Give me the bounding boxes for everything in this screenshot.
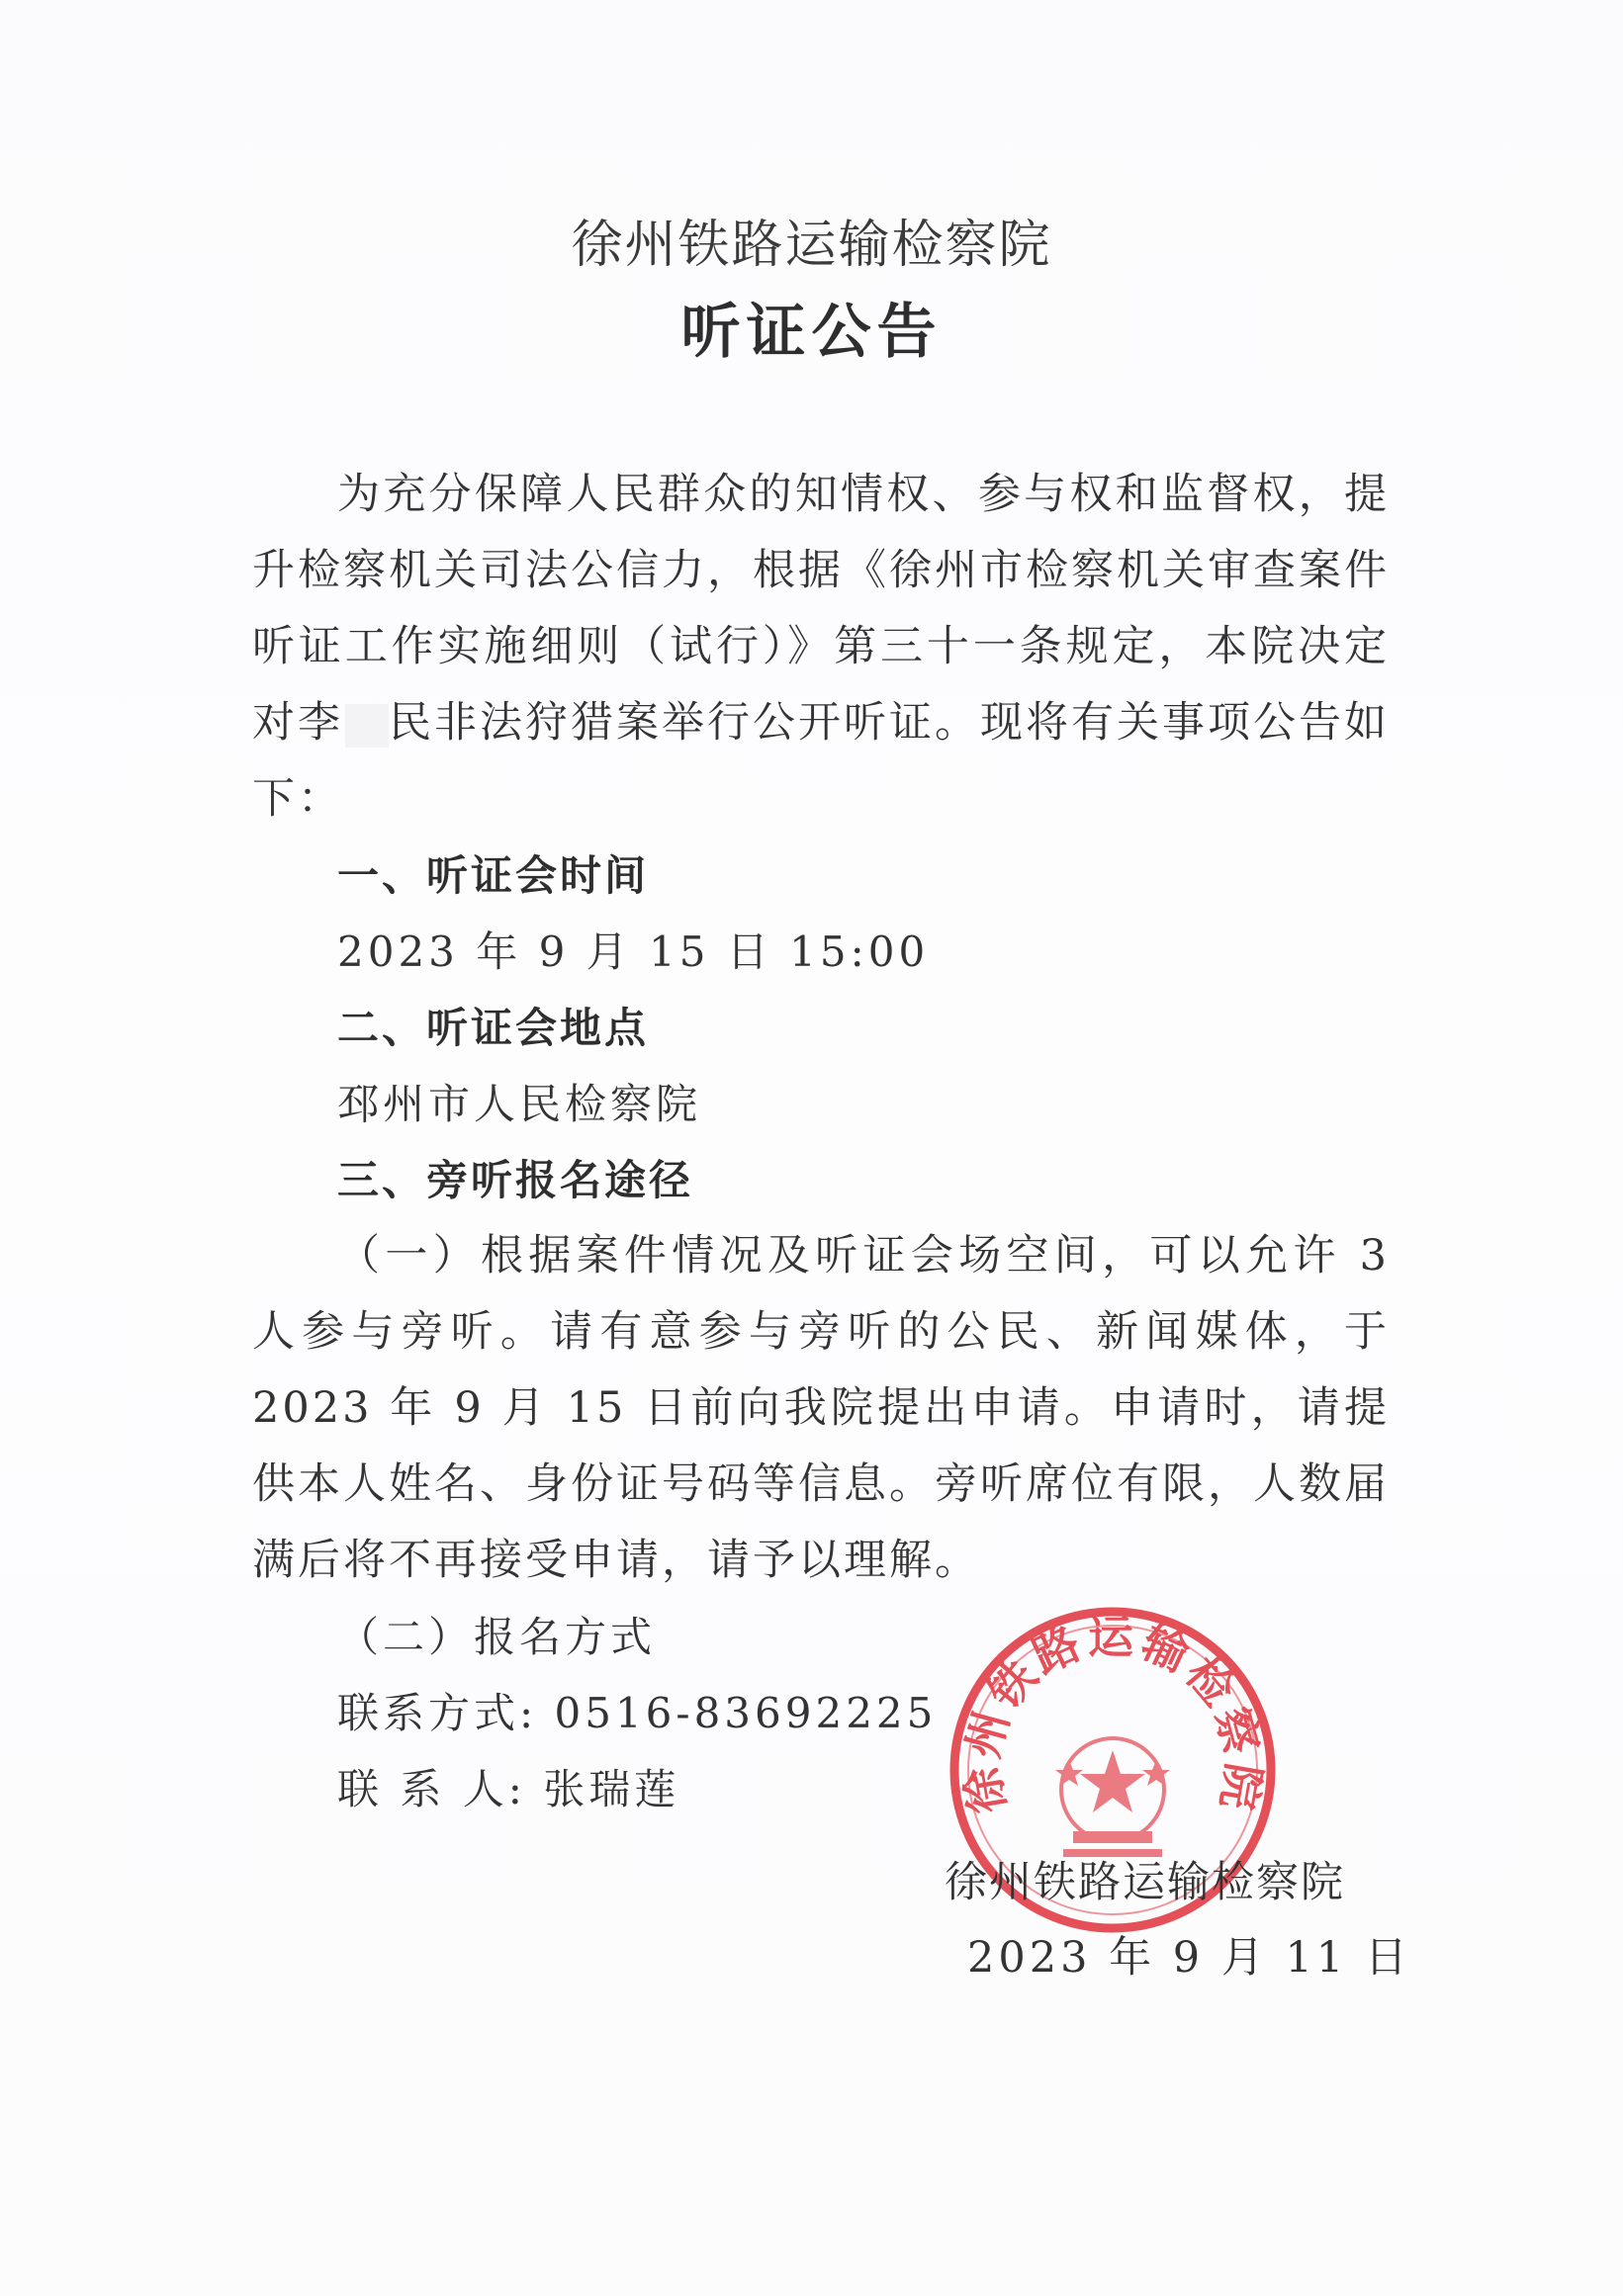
section-place-heading: 二、听证会地点 xyxy=(337,1004,650,1052)
audit-sub1-paragraph: （一）根据案件情况及听证会场空间，可以允许 3 人参与旁听。请有意参与旁听的公民、新闻媒体，于 2023 年 9 月 15 日前向我院提出申请。申请时，请提供本人姓名、身份证号码等信息。旁听席位有限，人数届满后将不再接受申请，请予以理解。 xyxy=(252,1231,1390,1585)
hearing-time: 2023 年 9 月 15 日 15:00 xyxy=(337,927,930,976)
redaction-block xyxy=(345,704,389,748)
org-title: 徐州铁路运输检察院 xyxy=(571,216,1052,275)
audit-sub2-heading: （二）报名方式 xyxy=(337,1613,657,1661)
intro-text-after: 民非法狩猎案举行公开听证。现将有关事项公告如下： xyxy=(252,698,1390,824)
section-time-heading: 一、听证会时间 xyxy=(337,851,650,900)
hearing-place: 邳州市人民检察院 xyxy=(337,1080,702,1128)
seal-emblem xyxy=(1055,1738,1170,1857)
contact-phone: 联系方式: 0516-83692225 xyxy=(337,1689,938,1737)
document-title: 听证公告 xyxy=(680,298,943,367)
contact-person: 联 系 人: 张瑞莲 xyxy=(337,1765,680,1813)
section-audit-heading: 三、旁听报名途径 xyxy=(337,1156,694,1204)
signature-date: 2023 年 9 月 11 日 xyxy=(967,1933,1411,1983)
intro-text-before: 为充分保障人民群众的知情权、参与权和监督权，提升检察机关司法公信力，根据《徐州市检察机关审查案件听证工作实施细则（试行）》第三十一条规定，本院决定对李 xyxy=(252,470,1390,748)
intro-paragraph xyxy=(252,457,1390,838)
seal-arc-text: 徐州铁路运输检察院 xyxy=(954,1610,1271,1817)
signature-org: 徐州铁路运输检察院 xyxy=(945,1858,1345,1907)
